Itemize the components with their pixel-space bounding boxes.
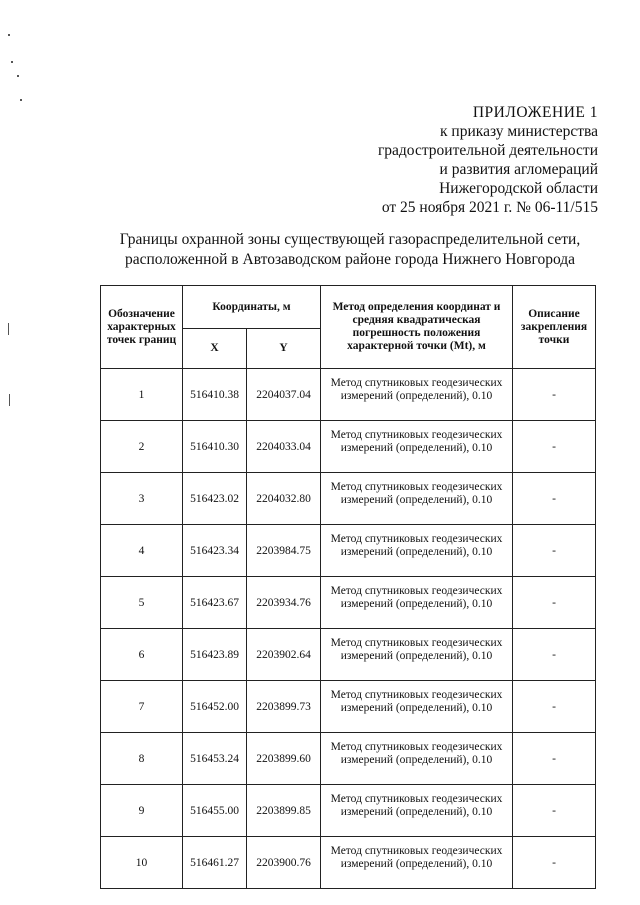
coordinates-table: [100, 285, 596, 889]
header-method: Метод определения координат и средняя квадратическая погрешность положения характерной точки (Mt), м: [321, 286, 513, 369]
x-coordinate-cell: 516423.67: [183, 577, 247, 629]
header-point: Обозначение характерных точек границ: [101, 286, 183, 369]
y-coordinate-cell: 2204033.04: [247, 421, 321, 473]
table-row: [101, 785, 596, 837]
y-coordinate-cell: 2203900.76: [247, 837, 321, 889]
description-cell: -: [513, 577, 596, 629]
point-number-cell: 7: [101, 681, 183, 733]
y-coordinate-cell: 2204032.80: [247, 473, 321, 525]
scan-mark: [20, 99, 22, 101]
table-row: [101, 733, 596, 785]
header-y: Y: [247, 329, 321, 369]
table-row: [101, 629, 596, 681]
method-cell: Метод спутниковых геодезических измерений (определений), 0.10: [321, 369, 513, 421]
document-title-line: расположенной в Автозаводском районе города Нижнего Новгорода: [124, 251, 576, 268]
appendix-header: [278, 103, 598, 217]
scan-mark: [11, 61, 13, 63]
point-number-cell: 10: [101, 837, 183, 889]
table-row: [101, 421, 596, 473]
method-cell: Метод спутниковых геодезических измерений (определений), 0.10: [321, 837, 513, 889]
point-number-cell: 2: [101, 421, 183, 473]
header-x: X: [183, 329, 247, 369]
y-coordinate-cell: 2203899.85: [247, 785, 321, 837]
x-coordinate-cell: 516453.24: [183, 733, 247, 785]
x-coordinate-cell: 516452.00: [183, 681, 247, 733]
x-coordinate-cell: 516455.00: [183, 785, 247, 837]
scan-mark: [8, 34, 10, 36]
description-cell: -: [513, 733, 596, 785]
method-cell: Метод спутниковых геодезических измерений (определений), 0.10: [321, 473, 513, 525]
method-cell: Метод спутниковых геодезических измерений (определений), 0.10: [321, 525, 513, 577]
scan-mark: [9, 394, 10, 406]
document-title-line: Границы охранной зоны существующей газораспределительной сети,: [119, 231, 581, 248]
table-row: [101, 473, 596, 525]
x-coordinate-cell: 516423.89: [183, 629, 247, 681]
description-cell: -: [513, 681, 596, 733]
table-row: [101, 369, 596, 421]
x-coordinate-cell: 516423.02: [183, 473, 247, 525]
y-coordinate-cell: 2203902.64: [247, 629, 321, 681]
description-cell: -: [513, 525, 596, 577]
method-cell: Метод спутниковых геодезических измерений (определений), 0.10: [321, 785, 513, 837]
point-number-cell: 8: [101, 733, 183, 785]
x-coordinate-cell: 516423.34: [183, 525, 247, 577]
appendix-line: и развития агломераций: [439, 161, 598, 178]
y-coordinate-cell: 2203899.73: [247, 681, 321, 733]
x-coordinate-cell: 516410.38: [183, 369, 247, 421]
description-cell: -: [513, 421, 596, 473]
header-description: Описание закрепления точки: [513, 286, 596, 369]
method-cell: Метод спутниковых геодезических измерений (определений), 0.10: [321, 629, 513, 681]
table-row: [101, 837, 596, 889]
appendix-date-number: от 25 ноября 2021 г. № 06-11/515: [381, 199, 598, 216]
description-cell: -: [513, 369, 596, 421]
method-cell: Метод спутниковых геодезических измерений (определений), 0.10: [321, 577, 513, 629]
point-number-cell: 5: [101, 577, 183, 629]
header-coordinates: Координаты, м: [183, 286, 321, 329]
method-cell: Метод спутниковых геодезических измерений (определений), 0.10: [321, 733, 513, 785]
table-body: [101, 369, 596, 889]
x-coordinate-cell: 516410.30: [183, 421, 247, 473]
document-title: [60, 230, 640, 270]
y-coordinate-cell: 2203984.75: [247, 525, 321, 577]
point-number-cell: 6: [101, 629, 183, 681]
appendix-line: градостроительной деятельности: [377, 142, 598, 159]
description-cell: -: [513, 785, 596, 837]
appendix-title: ПРИЛОЖЕНИЕ 1: [472, 104, 598, 121]
y-coordinate-cell: 2203934.76: [247, 577, 321, 629]
appendix-line: к приказу министерства: [440, 123, 598, 140]
table-row: [101, 681, 596, 733]
point-number-cell: 9: [101, 785, 183, 837]
method-cell: Метод спутниковых геодезических измерений (определений), 0.10: [321, 421, 513, 473]
scan-mark: [8, 323, 9, 335]
x-coordinate-cell: 516461.27: [183, 837, 247, 889]
appendix-line: Нижегородской области: [439, 180, 598, 197]
point-number-cell: 1: [101, 369, 183, 421]
point-number-cell: 4: [101, 525, 183, 577]
description-cell: -: [513, 837, 596, 889]
scan-mark: [17, 75, 19, 77]
point-number-cell: 3: [101, 473, 183, 525]
table-row: [101, 525, 596, 577]
description-cell: -: [513, 629, 596, 681]
method-cell: Метод спутниковых геодезических измерений (определений), 0.10: [321, 681, 513, 733]
y-coordinate-cell: 2203899.60: [247, 733, 321, 785]
y-coordinate-cell: 2204037.04: [247, 369, 321, 421]
description-cell: -: [513, 473, 596, 525]
table-row: [101, 577, 596, 629]
